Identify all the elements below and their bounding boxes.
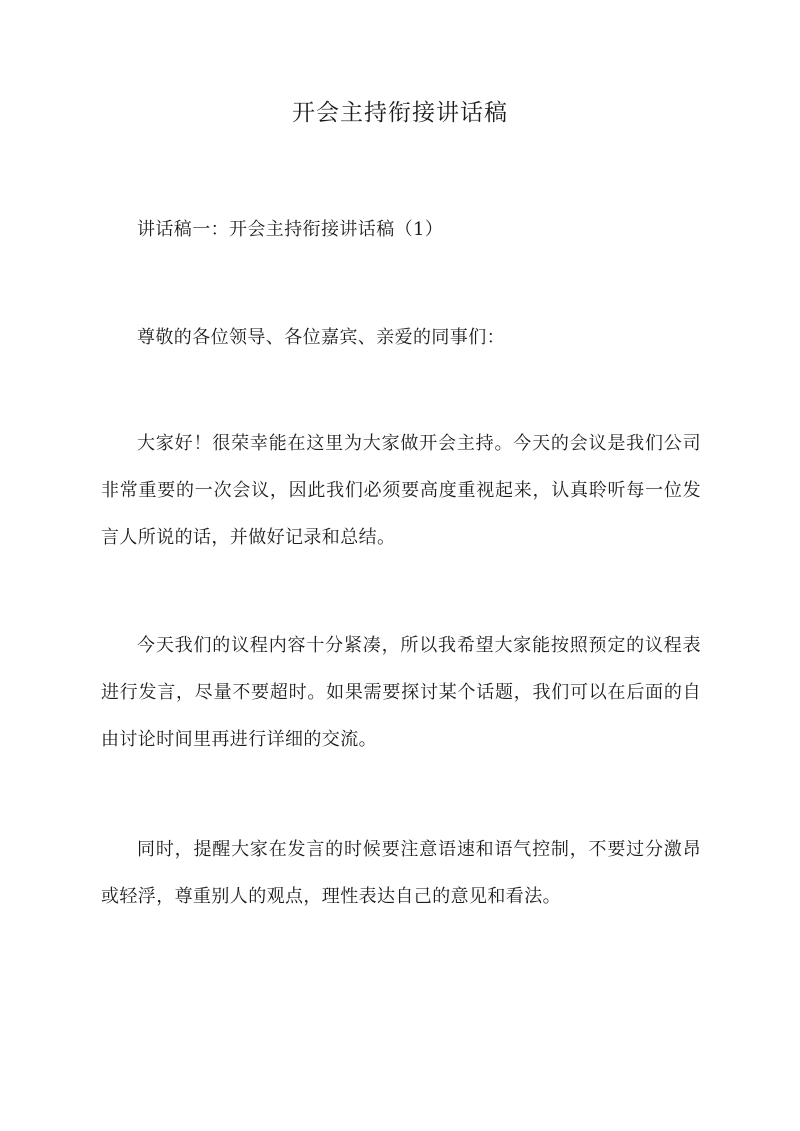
body-paragraph-2: 今天我们的议程内容十分紧凑，所以我希望大家能按照预定的议程表进行发言，尽量不要超时。如果需要探讨某个话题，我们可以在后面的自由讨论时间里再进行详细的交流。 xyxy=(101,635,701,750)
body-paragraph-1: 大家好！很荣幸能在这里为大家做开会主持。今天的会议是我们公司非常重要的一次会议，因此我们必须要高度重视起来，认真聆听每一位发言人所说的话，并做好记录和总结。 xyxy=(101,433,701,548)
body-paragraph-3: 同时，提醒大家在发言的时候要注意语速和语气控制，不要过分激昂或轻浮，尊重别人的观点，理性表达自己的意见和看法。 xyxy=(101,839,701,907)
salutation: 尊敬的各位领导、各位嘉宾、亲爱的同事们： xyxy=(137,327,505,348)
document-title: 开会主持衔接讲话稿 xyxy=(292,100,508,126)
section-heading: 讲话稿一：开会主持衔接讲话稿（1） xyxy=(137,219,444,240)
